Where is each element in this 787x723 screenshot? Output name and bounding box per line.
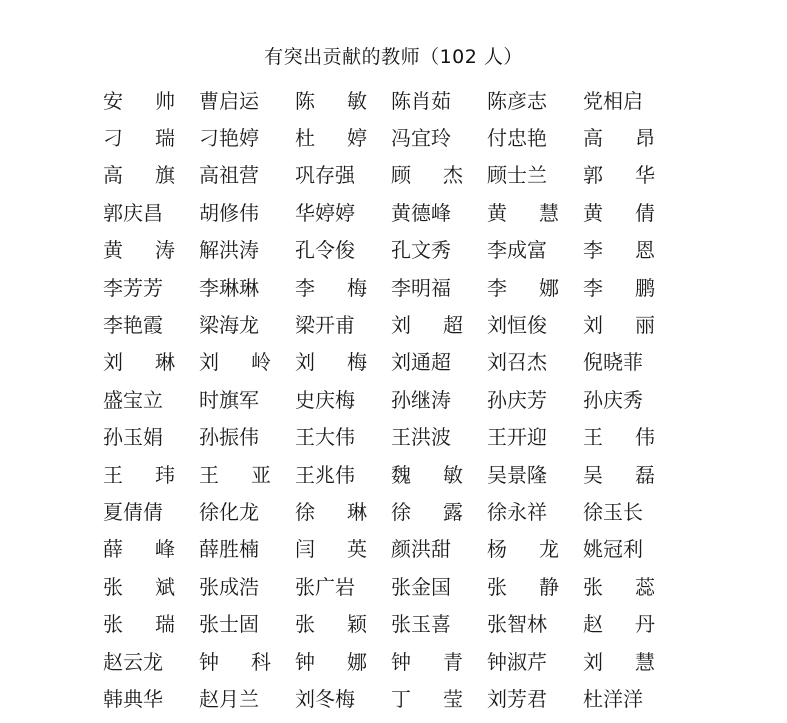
teacher-name: 黄 涛 bbox=[103, 238, 175, 263]
teacher-name: 徐 露 bbox=[391, 499, 463, 524]
teacher-name: 刘通超 bbox=[391, 350, 451, 375]
teacher-name: 张成浩 bbox=[199, 574, 259, 599]
teacher-name: 徐永祥 bbox=[487, 499, 547, 524]
teacher-name: 高 昂 bbox=[583, 126, 655, 151]
teacher-name: 夏倩倩 bbox=[103, 499, 163, 524]
teacher-name: 张士固 bbox=[199, 612, 259, 637]
teacher-name: 张 蕊 bbox=[583, 574, 655, 599]
teacher-name: 华婷婷 bbox=[295, 200, 355, 225]
teacher-name: 王兆伟 bbox=[295, 462, 355, 487]
teacher-name: 付忠艳 bbox=[487, 126, 547, 151]
page-title: 有突出贡献的教师（102 人） bbox=[264, 46, 523, 68]
teacher-name: 刘召杰 bbox=[487, 350, 547, 375]
teacher-name: 徐玉长 bbox=[583, 499, 643, 524]
teacher-name: 李 恩 bbox=[583, 238, 655, 263]
teacher-name: 赵月兰 bbox=[199, 686, 259, 711]
teacher-name: 刘芳君 bbox=[487, 686, 547, 711]
teacher-name: 钟 青 bbox=[391, 649, 463, 674]
teacher-name: 刘 琳 bbox=[103, 350, 175, 375]
teacher-name: 张智林 bbox=[487, 612, 547, 637]
teacher-name: 吴景隆 bbox=[487, 462, 547, 487]
teacher-name: 陈肖茹 bbox=[391, 88, 451, 113]
teacher-name: 黄 慧 bbox=[487, 200, 559, 225]
teacher-name: 徐 琳 bbox=[295, 499, 367, 524]
teacher-name: 杜 婷 bbox=[295, 126, 367, 151]
teacher-name: 李 娜 bbox=[487, 275, 559, 300]
teacher-name: 王 玮 bbox=[103, 462, 175, 487]
teacher-name: 刘 丽 bbox=[583, 313, 655, 338]
teacher-name: 王开迎 bbox=[487, 425, 547, 450]
teacher-name: 魏 敏 bbox=[391, 462, 463, 487]
teacher-name: 刘冬梅 bbox=[295, 686, 355, 711]
teacher-name: 赵云龙 bbox=[103, 649, 163, 674]
teacher-name-grid bbox=[103, 82, 703, 718]
teacher-name: 孔令俊 bbox=[295, 238, 355, 263]
teacher-name: 顾 杰 bbox=[391, 163, 463, 188]
teacher-name: 闫 英 bbox=[295, 537, 367, 562]
teacher-name: 孔文秀 bbox=[391, 238, 451, 263]
teacher-name: 高祖营 bbox=[199, 163, 259, 188]
teacher-name: 郭 华 bbox=[583, 163, 655, 188]
teacher-name: 党相启 bbox=[583, 88, 643, 113]
teacher-name: 王 亚 bbox=[199, 462, 271, 487]
teacher-name: 李芳芳 bbox=[103, 275, 163, 300]
teacher-name: 李艳霞 bbox=[103, 313, 163, 338]
teacher-name: 安 帅 bbox=[103, 88, 175, 113]
teacher-name: 张金国 bbox=[391, 574, 451, 599]
teacher-name: 钟 科 bbox=[199, 649, 271, 674]
teacher-name: 姚冠利 bbox=[583, 537, 643, 562]
teacher-name: 王 伟 bbox=[583, 425, 655, 450]
teacher-name: 李琳琳 bbox=[199, 275, 259, 300]
teacher-name: 刘 慧 bbox=[583, 649, 655, 674]
teacher-name: 张 斌 bbox=[103, 574, 175, 599]
teacher-name: 杨 龙 bbox=[487, 537, 559, 562]
teacher-name: 刁艳婷 bbox=[199, 126, 259, 151]
teacher-name: 韩典华 bbox=[103, 686, 163, 711]
teacher-name: 钟淑芹 bbox=[487, 649, 547, 674]
teacher-name: 王洪波 bbox=[391, 425, 451, 450]
teacher-name: 李 梅 bbox=[295, 275, 367, 300]
teacher-name: 梁开甫 bbox=[295, 313, 355, 338]
teacher-name: 冯宜玲 bbox=[391, 126, 451, 151]
teacher-name: 张广岩 bbox=[295, 574, 355, 599]
teacher-name: 解洪涛 bbox=[199, 238, 259, 263]
teacher-name: 杜洋洋 bbox=[583, 686, 643, 711]
teacher-name: 顾士兰 bbox=[487, 163, 547, 188]
teacher-name: 巩存强 bbox=[295, 163, 355, 188]
teacher-name: 时旗军 bbox=[199, 387, 259, 412]
teacher-name: 梁海龙 bbox=[199, 313, 259, 338]
teacher-name: 孙庆秀 bbox=[583, 387, 643, 412]
teacher-name: 赵 丹 bbox=[583, 612, 655, 637]
teacher-name: 李成富 bbox=[487, 238, 547, 263]
teacher-name: 孙振伟 bbox=[199, 425, 259, 450]
teacher-name: 高 旗 bbox=[103, 163, 175, 188]
teacher-name: 曹启运 bbox=[199, 88, 259, 113]
teacher-name: 李 鹏 bbox=[583, 275, 655, 300]
teacher-name: 郭庆昌 bbox=[103, 200, 163, 225]
teacher-name: 张 静 bbox=[487, 574, 559, 599]
teacher-name: 刁 瑞 bbox=[103, 126, 175, 151]
teacher-name: 黄德峰 bbox=[391, 200, 451, 225]
teacher-name: 孙庆芳 bbox=[487, 387, 547, 412]
teacher-name: 颜洪甜 bbox=[391, 537, 451, 562]
teacher-name: 钟 娜 bbox=[295, 649, 367, 674]
teacher-name: 丁 莹 bbox=[391, 686, 463, 711]
teacher-name: 史庆梅 bbox=[295, 387, 355, 412]
teacher-name: 孙玉娟 bbox=[103, 425, 163, 450]
teacher-name: 黄 倩 bbox=[583, 200, 655, 225]
teacher-name: 薛 峰 bbox=[103, 537, 175, 562]
teacher-name: 张玉喜 bbox=[391, 612, 451, 637]
teacher-name: 孙继涛 bbox=[391, 387, 451, 412]
teacher-name: 张 颖 bbox=[295, 612, 367, 637]
teacher-name: 陈 敏 bbox=[295, 88, 367, 113]
teacher-name: 薛胜楠 bbox=[199, 537, 259, 562]
teacher-name: 徐化龙 bbox=[199, 499, 259, 524]
teacher-name: 李明福 bbox=[391, 275, 451, 300]
teacher-name: 刘 梅 bbox=[295, 350, 367, 375]
teacher-name: 刘恒俊 bbox=[487, 313, 547, 338]
teacher-name: 刘 岭 bbox=[199, 350, 271, 375]
teacher-name: 胡修伟 bbox=[199, 200, 259, 225]
teacher-name: 陈彦志 bbox=[487, 88, 547, 113]
teacher-name: 吴 磊 bbox=[583, 462, 655, 487]
teacher-name: 盛宝立 bbox=[103, 387, 163, 412]
teacher-name: 倪晓菲 bbox=[583, 350, 643, 375]
teacher-name: 王大伟 bbox=[295, 425, 355, 450]
teacher-name: 刘 超 bbox=[391, 313, 463, 338]
teacher-name: 张 瑞 bbox=[103, 612, 175, 637]
